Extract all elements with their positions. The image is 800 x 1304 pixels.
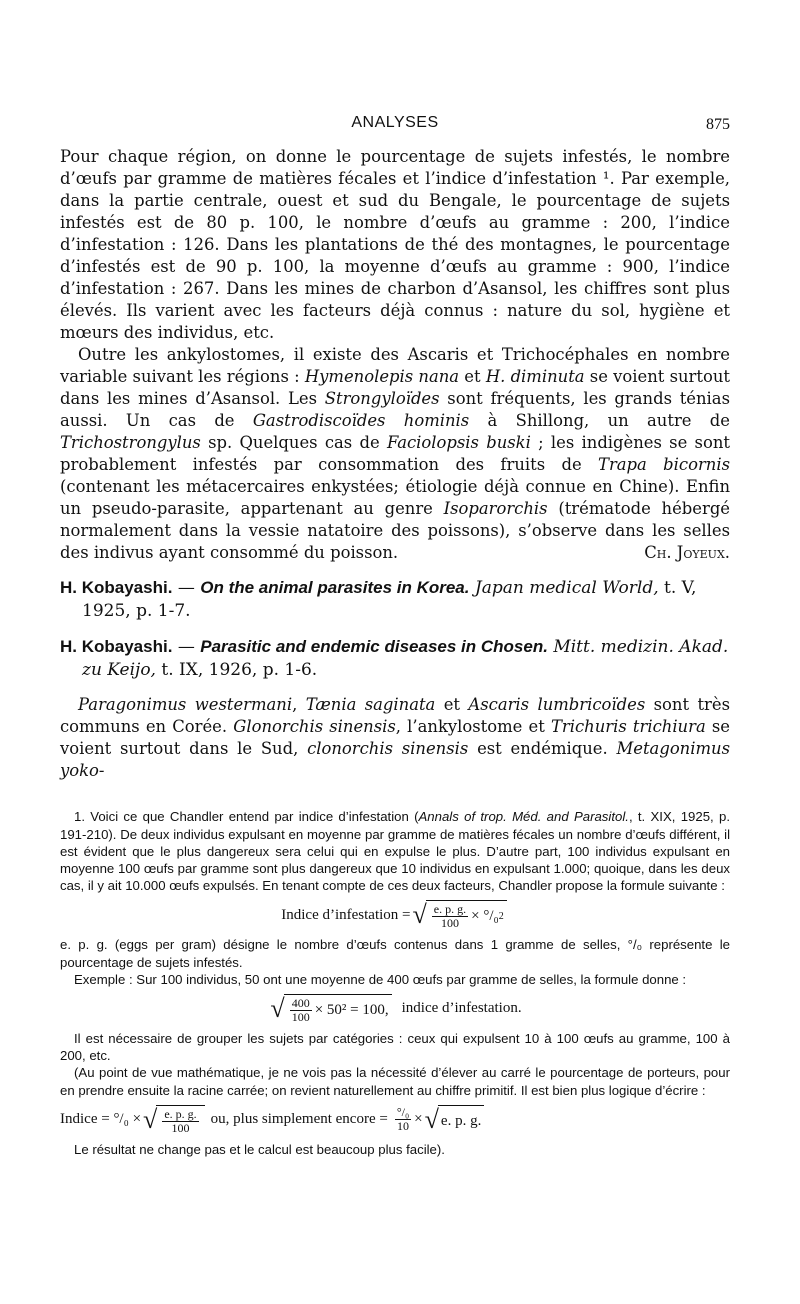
reference-title: On the animal parasites in Korea. [200,578,470,597]
reference-1: H. Kobayashi. — On the animal parasites in Korea. Japan medical World, t. V, 1925, p. 1-7. [60,578,697,621]
reference-2: H. Kobayashi. — Parasitic and endemic diseases in Chosen. Mitt. medizin. Akad. zu Keijo, t. IX, 1926, p. 1-6. [60,637,729,680]
footnote-categories: Il est nécessaire de grouper les sujets par catégories : ceux qui expulsent 10 à 100 œufs au gramme, 100 à 200, etc. [60,1031,730,1064]
footnote-1: 1. Voici ce que Chandler entend par indice d’infestation (Annals of trop. Méd. and Parasitol., t. XIX, 1925, p. 191-210). De deux individus expulsant en moyenne par gramme de matières fécales un nombre d’œufs différent, il est évident que le plus dangereux sera celui qui en expulse le plus. D’autre part, 100 individus expulsant en moyenne 100 œufs par gramme sont plus dangereux que 10 individus en expulsant 1.000; quoique, dans les deux cas, il y ait 10.000 œufs expulsés. En tenant compte de ces deux facteurs, Chandler propose la formule suivante : [60,809,730,894]
reference-details: t. IX, 1926, p. 1-6. [155,660,318,680]
footnote-math-remark: (Au point de vue mathématique, je ne vois pas la nécessité d’élever au carré le pourcentage de porteurs, pour en prendre ensuite la racine carrée; on revient naturellement au chiffre primitif. Il est bien plus logique d’écrire : [60,1065,730,1098]
formula-chandler: Indice d’infestation = √ $\frac{e. p. g.}{100}$ × °/₀ 2 [60,900,730,930]
reference-title: Parasitic and endemic diseases in Chosen. [200,637,548,656]
reference-journal: Japan medical World, [469,578,659,598]
page [60,110,730,1158]
reference-author: H. Kobayashi. [60,578,173,597]
footnote-conclusion: Le résultat ne change pas et le calcul est beaucoup plus facile). [74,1141,445,1157]
page-header [60,110,730,146]
reference-journal: Mitt. medizin. Akad. zu Keijo, [82,637,729,680]
footnote-block [60,808,730,1158]
formula-example: √ $\frac{400}{100}$ × 50² = 100, indice d’infestation. [270,994,522,1025]
reference-details: t. V, 1925, p. 1-7. [82,578,697,621]
footnote-example: Exemple : Sur 100 individus, 50 ont une moyenne de 400 œufs par gramme de selles, la formule donne : [74,971,687,987]
running-title: ANALYSES [351,114,439,131]
reference-author: H. Kobayashi. [60,637,173,656]
paragraph-other-parasites: Outre les ankylostomes, il existe des Ascaris et Trichocéphales en nombre variable suivant les régions : Hymenolepis nana et H. diminuta se voient surtout dans les mines d’Asansol. Les Strongyloïdes sont fréquents, les grands ténias aussi. Un cas de Gastrodiscoïdes hominis à Shillong, un autre de Trichostrongylus sp. Quelques cas de Faciolopsis buski ; les indigènes se sont probablement infestés par consommation des fruits de Trapa bicornis (contenant les métacercaires enkystées; étiologie déjà connue en Chine). Enfin un pseudo-parasite, appartenant au genre Isoparorchis (trématode hébergé normalement dans la vessie natatoire des poissons), s’observe dans les selles des indivus ayant consommé du poisson. [60,345,731,562]
author-signature: Ch. Joyeux. [644,543,730,562]
page-number: 875 [706,116,730,133]
formula-simplified: Indice = °/₀ × √ $\frac{e. p. g.}{100}$ ou, plus simplement encore = $\frac{\text{°/₀}}{10}$ × √ e. p. g. [60,1105,730,1135]
square-root: √ $\frac{400}{100}$ × 50² = 100, [270,994,391,1024]
square-root: √ $\frac{e. p. g.}{100}$ × °/₀ 2 [413,900,507,930]
abstract-text: Paragonimus westermani, Tænia saginata et Ascaris lumbricoïdes sont très communs en Corée. Glonorchis sinensis, l’ankylostome et Trichuris trichiura se voient surtout dans le Sud, clonorchis sinensis est endémique. Metagonimus yoko- [60,695,731,780]
square-root: √ $\frac{e. p. g.}{100}$ [143,1105,205,1135]
paragraph-infestation-index: Pour chaque région, on donne le pourcentage de sujets infestés, le nombre d’œufs par gramme de matières fécales et l’indice d’infestation ¹. Par exemple, dans la partie centrale, ouest et sud du Bengale, le pourcentage de sujets infestés est de 80 p. 100, le nombre d’œufs au gramme : 200, l’indice d’infestation : 126. Dans les plantations de thé des montagnes, le pourcentage d’infestés est de 90 p. 100, la moyenne d’œufs au gramme : 900, l’indice d’infestation : 267. Dans les mines de charbon d’Asansol, les chiffres sont plus élevés. Ils varient avec les facteurs déjà connus : nature du sol, hygiène et mœurs des individus, etc. [60,147,730,342]
main-text [60,146,730,564]
footnote-definitions: e. p. g. (eggs per gram) désigne le nombre d’œufs contenus dans 1 gramme de selles, °/₀ représente le pourcentage de sujets infestés. [60,937,730,970]
square-root: √ e. p. g. [425,1105,485,1135]
